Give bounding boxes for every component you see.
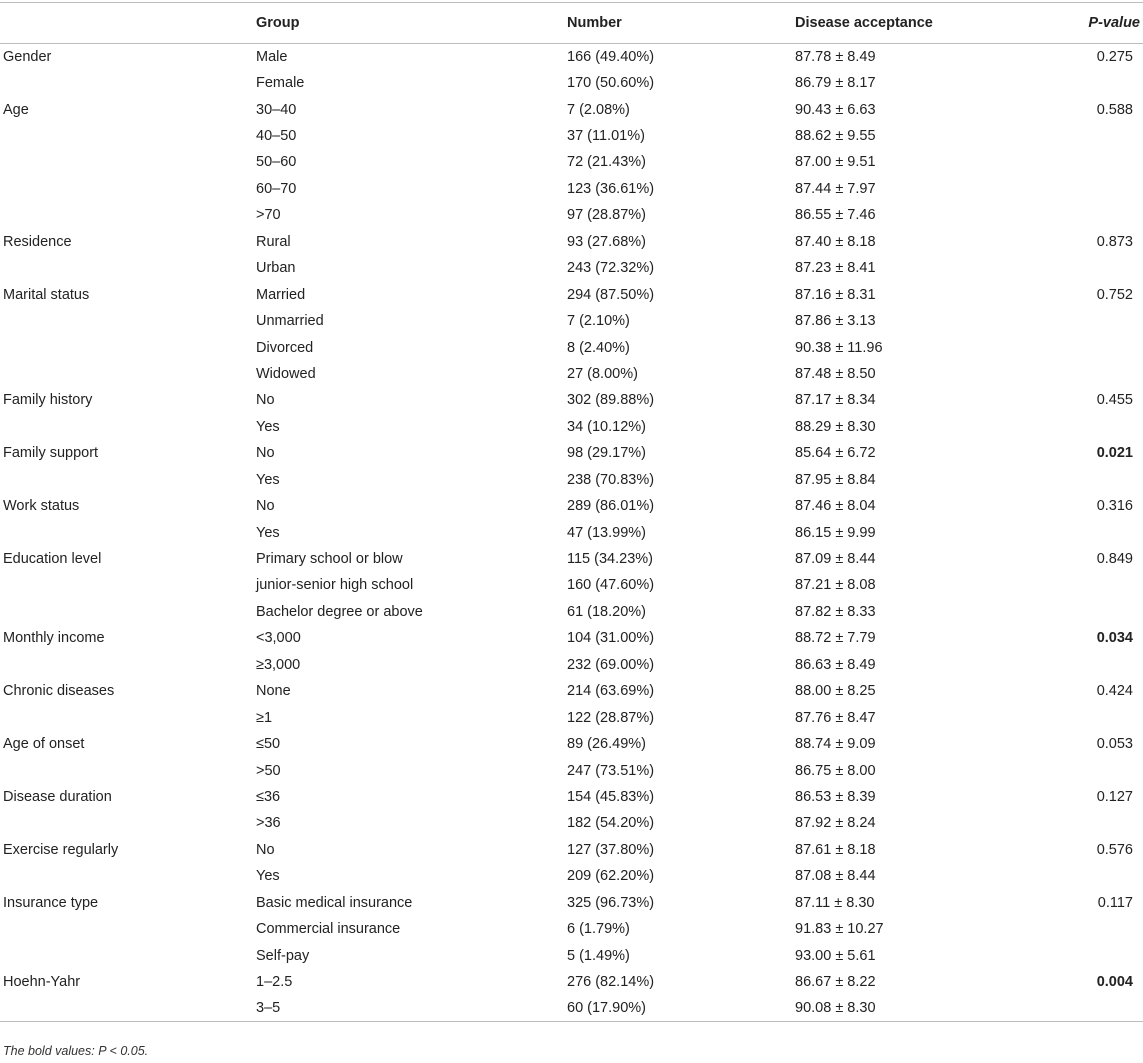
- row-group: Widowed: [256, 365, 316, 382]
- row-acceptance: 87.78 ± 8.49: [795, 48, 876, 65]
- row-number: 93 (27.68%): [567, 233, 646, 250]
- row-p-value: [1025, 255, 1143, 281]
- row-p-value: 0.588: [1096, 101, 1133, 118]
- row-group: Basic medical insurance: [256, 894, 413, 911]
- row-group: 30–40: [256, 101, 297, 118]
- row-category: [0, 572, 256, 598]
- row-number: 104 (31.00%): [567, 630, 655, 647]
- table-row: [0, 784, 1143, 810]
- row-p-value: 0.053: [1096, 736, 1133, 753]
- row-group: Female: [256, 75, 305, 92]
- row-acceptance: 86.67 ± 8.22: [795, 974, 876, 991]
- table-row: [0, 255, 1143, 281]
- row-number: 154 (45.83%): [567, 788, 655, 805]
- row-acceptance: 86.63 ± 8.49: [795, 656, 876, 673]
- row-category: [0, 995, 256, 1021]
- row-group: Primary school or blow: [256, 551, 403, 568]
- row-p-value: 0.752: [1096, 286, 1133, 303]
- row-group: 3–5: [256, 995, 567, 1021]
- row-number: 302 (89.88%): [567, 392, 655, 409]
- row-group: Urban: [256, 260, 296, 277]
- row-p-value: 0.316: [1096, 498, 1133, 515]
- table-row: [0, 334, 1143, 360]
- table-row: [0, 440, 1143, 466]
- row-category: Work status: [3, 498, 80, 515]
- row-category: [0, 176, 256, 202]
- row-group: Yes: [256, 418, 280, 435]
- row-p-value: 0.117: [1097, 894, 1133, 911]
- row-group: 1–2.5: [256, 974, 293, 991]
- data-table: [0, 2, 1143, 1022]
- row-p-value: 0.424: [1096, 683, 1133, 700]
- row-acceptance: 88.62 ± 9.55: [795, 128, 876, 145]
- row-category: [0, 704, 256, 730]
- row-p-value: [1025, 123, 1143, 149]
- row-group: 40–50: [256, 128, 297, 145]
- row-number: 6 (1.79%): [567, 921, 630, 938]
- row-category: [0, 123, 256, 149]
- table-row: [0, 837, 1143, 863]
- row-p-value: 0.455: [1096, 392, 1133, 409]
- row-group: junior-senior high school: [256, 577, 414, 594]
- table-row: [0, 969, 1143, 995]
- row-acceptance: 87.46 ± 8.04: [795, 498, 876, 515]
- row-number: 209 (62.20%): [567, 868, 655, 885]
- row-category: Exercise regularly: [3, 841, 119, 858]
- row-p-value: 0.004: [1096, 974, 1133, 991]
- row-category: [0, 414, 256, 440]
- row-group: ≤36: [256, 788, 281, 805]
- row-group: Self-pay: [256, 947, 310, 964]
- row-group: Commercial insurance: [256, 921, 401, 938]
- row-category: [0, 863, 256, 889]
- row-number: 47 (13.99%): [567, 524, 646, 541]
- row-p-value: [1025, 176, 1143, 202]
- row-acceptance: 90.43 ± 6.63: [795, 101, 876, 118]
- header-category: [0, 3, 256, 44]
- row-acceptance: 87.92 ± 8.24: [795, 815, 876, 832]
- row-number: 72 (21.43%): [567, 154, 646, 171]
- table-row: [0, 942, 1143, 968]
- row-p-value: 0.021: [1096, 445, 1133, 462]
- table-body: [0, 44, 1143, 1022]
- row-p-value: [1025, 652, 1143, 678]
- row-category: Insurance type: [3, 894, 99, 911]
- table-row: [0, 176, 1143, 202]
- row-acceptance: 87.23 ± 8.41: [795, 260, 876, 277]
- row-category: Family history: [3, 392, 93, 409]
- row-number: 160 (47.60%): [567, 577, 655, 594]
- row-category: Monthly income: [3, 630, 105, 647]
- table-row: [0, 757, 1143, 783]
- row-acceptance: 88.29 ± 8.30: [795, 418, 876, 435]
- table-row: [0, 731, 1143, 757]
- row-acceptance: 87.82 ± 8.33: [795, 603, 876, 620]
- row-number: 182 (54.20%): [567, 815, 655, 832]
- table-row: [0, 546, 1143, 572]
- row-acceptance: 93.00 ± 5.61: [795, 947, 876, 964]
- row-acceptance: 87.61 ± 8.18: [795, 841, 876, 858]
- row-acceptance: 86.15 ± 9.99: [795, 524, 876, 541]
- row-category: [0, 255, 256, 281]
- table-row: [0, 704, 1143, 730]
- row-category: Family support: [3, 445, 99, 462]
- row-number: 7 (2.08%): [567, 101, 630, 118]
- row-p-value: [1025, 414, 1143, 440]
- row-group: No: [256, 498, 275, 515]
- row-number: 232 (69.00%): [567, 656, 655, 673]
- row-number: 243 (72.32%): [567, 260, 655, 277]
- row-category: Age of onset: [3, 736, 85, 753]
- table-row: [0, 890, 1143, 916]
- table-row: [0, 281, 1143, 307]
- row-p-value: 0.127: [1096, 788, 1133, 805]
- row-number: 7 (2.10%): [567, 313, 630, 330]
- row-category: Chronic diseases: [3, 683, 115, 700]
- table-row: [0, 414, 1143, 440]
- row-number: 166 (49.40%): [567, 48, 655, 65]
- table-row: [0, 387, 1143, 413]
- row-number: 289 (86.01%): [567, 498, 655, 515]
- table-row: [0, 202, 1143, 228]
- row-number: 34 (10.12%): [567, 418, 646, 435]
- row-category: [0, 916, 256, 942]
- row-number: 247 (73.51%): [567, 762, 655, 779]
- row-group: None: [256, 683, 291, 700]
- row-acceptance: 87.17 ± 8.34: [795, 392, 876, 409]
- row-acceptance: 87.76 ± 8.47: [795, 709, 876, 726]
- row-category: Hoehn-Yahr: [3, 974, 81, 991]
- row-category: [0, 810, 256, 836]
- row-category: [0, 942, 256, 968]
- row-group: No: [256, 445, 275, 462]
- row-group: >50: [256, 762, 281, 779]
- row-acceptance: 91.83 ± 10.27: [795, 921, 884, 938]
- row-category: Age: [3, 101, 29, 118]
- row-number: 122 (28.87%): [567, 709, 655, 726]
- table-row: [0, 916, 1143, 942]
- table-row: [0, 678, 1143, 704]
- row-acceptance: 88.74 ± 9.09: [795, 736, 876, 753]
- row-group: >70: [256, 207, 281, 224]
- row-number: 98 (29.17%): [567, 445, 646, 462]
- row-category: [0, 149, 256, 175]
- row-category: [0, 202, 256, 228]
- row-number: 97 (28.87%): [567, 207, 646, 224]
- row-group: Male: [256, 48, 288, 65]
- row-category: [0, 599, 256, 625]
- table-row: [0, 308, 1143, 334]
- row-p-value: [1025, 572, 1143, 598]
- row-group: 60–70: [256, 180, 297, 197]
- row-acceptance: 85.64 ± 6.72: [795, 445, 876, 462]
- row-group: Married: [256, 286, 306, 303]
- row-p-value: 0.034: [1096, 630, 1133, 647]
- row-group: Yes: [256, 868, 280, 885]
- row-group: ≥1: [256, 709, 273, 726]
- row-acceptance: 87.08 ± 8.44: [795, 868, 876, 885]
- row-number: 238 (70.83%): [567, 471, 655, 488]
- table-row: [0, 361, 1143, 387]
- header-p-value: P-value: [1025, 3, 1143, 44]
- row-number: 89 (26.49%): [567, 736, 646, 753]
- row-acceptance: 87.48 ± 8.50: [795, 365, 876, 382]
- table-row: [0, 810, 1143, 836]
- row-number: 27 (8.00%): [567, 365, 638, 382]
- row-group: Yes: [256, 471, 280, 488]
- row-category: [0, 70, 256, 96]
- table-row: [0, 652, 1143, 678]
- row-p-value: [1025, 757, 1143, 783]
- row-acceptance: 86.79 ± 8.17: [795, 75, 876, 92]
- row-p-value: [1025, 308, 1143, 334]
- table-row: [0, 70, 1143, 96]
- row-acceptance: 87.16 ± 8.31: [795, 286, 876, 303]
- table-row: [0, 149, 1143, 175]
- table-row: [0, 123, 1143, 149]
- row-p-value: [1025, 519, 1143, 545]
- row-acceptance: 88.72 ± 7.79: [795, 630, 876, 647]
- row-category: Disease duration: [3, 788, 112, 805]
- row-acceptance: 87.95 ± 8.84: [795, 471, 876, 488]
- row-number: 170 (50.60%): [567, 75, 655, 92]
- row-acceptance: 87.44 ± 7.97: [795, 180, 876, 197]
- table-row: [0, 229, 1143, 255]
- row-acceptance: 87.09 ± 8.44: [795, 551, 876, 568]
- row-p-value: 0.576: [1096, 841, 1133, 858]
- row-acceptance: 86.75 ± 8.00: [795, 762, 876, 779]
- row-number: 123 (36.61%): [567, 180, 655, 197]
- row-number: 37 (11.01%): [567, 128, 645, 145]
- header-group: Group: [256, 3, 567, 44]
- header-number: Number: [567, 3, 795, 44]
- row-group: Bachelor degree or above: [256, 603, 423, 620]
- row-p-value: [1025, 995, 1143, 1021]
- header-disease-acceptance: Disease acceptance: [795, 3, 1025, 44]
- row-p-value: [1025, 942, 1143, 968]
- row-acceptance: 87.11 ± 8.30: [795, 894, 875, 911]
- table-row: [0, 44, 1143, 70]
- table-row: [0, 995, 1143, 1021]
- row-number: 127 (37.80%): [567, 841, 655, 858]
- row-p-value: [1025, 704, 1143, 730]
- row-group: ≥3,000: [256, 656, 301, 673]
- row-acceptance: 88.00 ± 8.25: [795, 683, 876, 700]
- row-group: Unmarried: [256, 313, 324, 330]
- row-p-value: [1025, 334, 1143, 360]
- row-group: Rural: [256, 233, 291, 250]
- row-group: ≤50: [256, 736, 281, 753]
- row-group: >36: [256, 815, 281, 832]
- table-row: [0, 519, 1143, 545]
- row-p-value: [1025, 202, 1143, 228]
- table-row: [0, 863, 1143, 889]
- row-p-value: [1025, 70, 1143, 96]
- row-p-value: [1025, 361, 1143, 387]
- row-p-value: 0.275: [1096, 48, 1133, 65]
- row-number: 214 (63.69%): [567, 683, 655, 700]
- row-acceptance: 87.00 ± 9.51: [795, 154, 876, 171]
- table-header-row: [0, 3, 1143, 44]
- table-row: [0, 467, 1143, 493]
- row-group: 50–60: [256, 154, 297, 171]
- row-p-value: 0.873: [1096, 233, 1133, 250]
- row-number: 115 (34.23%): [567, 551, 653, 568]
- row-category: [0, 308, 256, 334]
- row-acceptance: 87.86 ± 3.13: [795, 313, 876, 330]
- table-row: [0, 572, 1143, 598]
- row-number: 61 (18.20%): [567, 603, 646, 620]
- row-category: [0, 652, 256, 678]
- row-acceptance: 90.08 ± 8.30: [795, 995, 1025, 1021]
- row-group: Divorced: [256, 339, 314, 356]
- row-group: Yes: [256, 524, 280, 541]
- row-acceptance: 86.55 ± 7.46: [795, 207, 876, 224]
- row-category: [0, 361, 256, 387]
- row-p-value: [1025, 916, 1143, 942]
- row-category: [0, 757, 256, 783]
- row-category: [0, 519, 256, 545]
- row-number: 294 (87.50%): [567, 286, 655, 303]
- row-category: Education level: [3, 551, 102, 568]
- row-group: No: [256, 841, 275, 858]
- row-p-value: [1025, 863, 1143, 889]
- row-category: [0, 467, 256, 493]
- row-category: Residence: [3, 233, 72, 250]
- row-number: 60 (17.90%): [567, 995, 795, 1021]
- row-p-value: [1025, 810, 1143, 836]
- row-number: 325 (96.73%): [567, 894, 655, 911]
- row-p-value: [1025, 467, 1143, 493]
- table-row: [0, 96, 1143, 122]
- table-row: [0, 625, 1143, 651]
- row-p-value: [1025, 149, 1143, 175]
- row-number: 8 (2.40%): [567, 339, 630, 356]
- row-category: [0, 334, 256, 360]
- row-category: Gender: [3, 48, 52, 65]
- row-acceptance: 86.53 ± 8.39: [795, 788, 876, 805]
- table-row: [0, 599, 1143, 625]
- row-acceptance: 87.21 ± 8.08: [795, 577, 876, 594]
- row-acceptance: 87.40 ± 8.18: [795, 233, 876, 250]
- row-number: 276 (82.14%): [567, 974, 655, 991]
- row-p-value: [1025, 599, 1143, 625]
- row-group: No: [256, 392, 275, 409]
- table-footnote: The bold values: P < 0.05.: [3, 1044, 149, 1058]
- row-acceptance: 90.38 ± 11.96: [795, 339, 883, 356]
- table-row: [0, 493, 1143, 519]
- row-number: 5 (1.49%): [567, 947, 630, 964]
- row-group: <3,000: [256, 630, 301, 647]
- row-category: Marital status: [3, 286, 90, 303]
- row-p-value: 0.849: [1096, 551, 1133, 568]
